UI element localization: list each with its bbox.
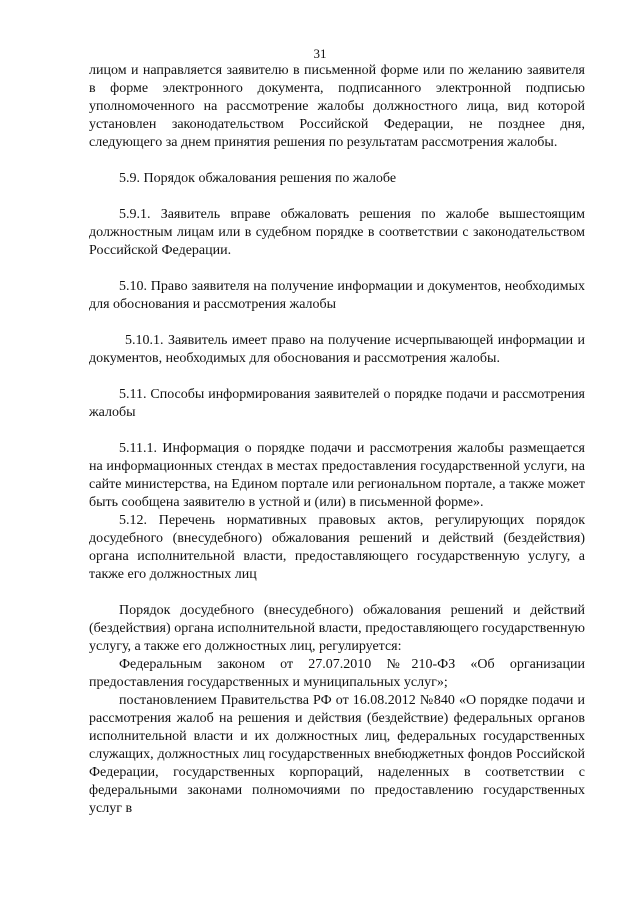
page-content: [89, 62, 585, 818]
section-heading-5-9: 5.9. Порядок обжалования решения по жалобе: [119, 171, 397, 186]
paragraph-federal-law: Федеральным законом от 27.07.2010 №210-ФЗ «Об организации предоставления государственных и муниципальных услуг»;: [89, 657, 585, 690]
paragraph-5-9-1: 5.9.1. Заявитель вправе обжаловать решения по жалобе вышестоящим должностным лицам или в судебном порядке в соответствии с законодательством Российской Федерации.: [89, 207, 585, 258]
paragraph-5-11-1: 5.11.1. Информация о порядке подачи и рассмотрения жалобы размещается на информационных стендах в местах предоставления государственной услуги, на сайте министерства, на Едином портале или региональном портале, а также может быть сообщена заявителю в устной и (или) в письменной форме».: [89, 441, 585, 510]
paragraph-appeal-procedure: Порядок досудебного (внесудебного) обжалования решений и действий (бездействия) органа исполнительной власти, предоставляющего государственную услугу, а также его должностных лиц, регулируется:: [89, 603, 585, 654]
page-number: 31: [313, 46, 327, 61]
paragraph-continuation: лицом и направляется заявителю в письменной форме или по желанию заявителя в форме электронного документа, подписанного электронной подписью уполномоченного на рассмотрение жалобы должностного лица, вид которой установлен законодательством Российской Федерации, не позднее дня, следующего за днем принятия решения по результатам рассмотрения жалобы.: [89, 63, 585, 150]
section-heading-5-11: 5.11. Способы информирования заявителей о порядке подачи и рассмотрения жалобы: [89, 387, 585, 420]
paragraph-5-10-1: 5.10.1. Заявитель имеет право на получение исчерпывающей информации и документов, необходимых для обоснования и рассмотрения жалобы.: [89, 333, 585, 366]
section-heading-5-12: 5.12. Перечень нормативных правовых актов, регулирующих порядок досудебного (внесудебного) обжалования решений и действий (бездействия) органа исполнительной власти, предоставляющего государственную услугу, а также его должностных лиц: [89, 513, 585, 582]
section-heading-5-10: 5.10. Право заявителя на получение информации и документов, необходимых для обоснования и рассмотрения жалобы: [89, 279, 585, 312]
paragraph-government-decree: постановлением Правительства РФ от 16.08.2012 №840 «О порядке подачи и рассмотрения жалоб на решения и действия (бездействие) федеральных органов исполнительной власти и их должностных лиц, федеральных государственных служащих, должностных лиц государственных внебюджетных фондов Российской Федерации, государственных корпораций, наделенных в соответствии с федеральными законами полномочиями по предоставлению государственных услуг в: [89, 693, 585, 816]
